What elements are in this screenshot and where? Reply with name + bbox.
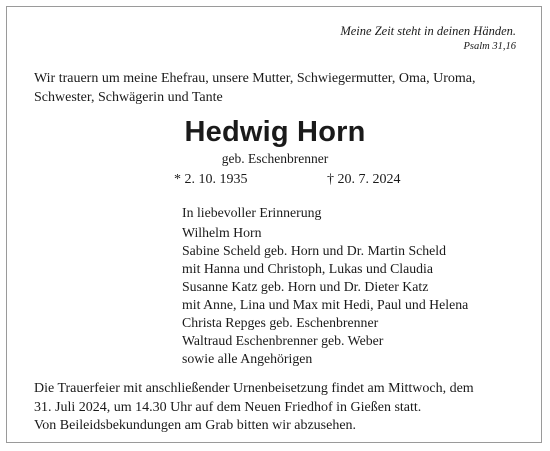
intro-text: Wir trauern um meine Ehefrau, unsere Mutter, Schwiegermutter, Oma, Uroma, Schwester, Schwägerin und Tante — [34, 71, 476, 105]
mourner-line: Waltraud Eschenbrenner geb. Weber — [182, 333, 384, 348]
mourner-line: mit Anne, Lina und Max mit Hedi, Paul und Helena — [182, 297, 469, 312]
mourner-line: Susanne Katz geb. Horn und Dr. Dieter Katz — [182, 279, 429, 294]
birth-date: * 2. 10. 1935 — [174, 172, 248, 187]
mourners-heading: In liebevoller Erinnerung — [182, 205, 322, 220]
closing-text — [34, 380, 474, 436]
bible-quote: Meine Zeit steht in deinen Händen. — [340, 24, 516, 38]
closing-line: Die Trauerfeier mit anschließender Urnenbeisetzung findet am Mittwoch, dem — [34, 381, 474, 396]
mourner-line: Sabine Scheld geb. Horn und Dr. Martin Scheld — [182, 243, 447, 258]
closing-line: Von Beileidsbekundungen am Grab bitten wir abzusehen. — [34, 418, 357, 433]
mourner-line: Christa Repges geb. Eschenbrenner — [182, 315, 379, 330]
mourners-list — [182, 204, 468, 368]
death-date: † 20. 7. 2024 — [327, 172, 401, 187]
closing-line: 31. Juli 2024, um 14.30 Uhr auf dem Neuen Friedhof in Gießen statt. — [34, 399, 422, 415]
mourner-line: mit Hanna und Christoph, Lukas und Claudia — [182, 261, 433, 276]
mourner-line: sowie alle Angehörigen — [182, 351, 313, 366]
mourner-line: Wilhelm Horn — [182, 225, 262, 240]
maiden-name: geb. Eschenbrenner — [221, 151, 329, 166]
deceased-name: Hedwig Horn — [184, 116, 366, 148]
bible-reference: Psalm 31,16 — [463, 41, 516, 52]
